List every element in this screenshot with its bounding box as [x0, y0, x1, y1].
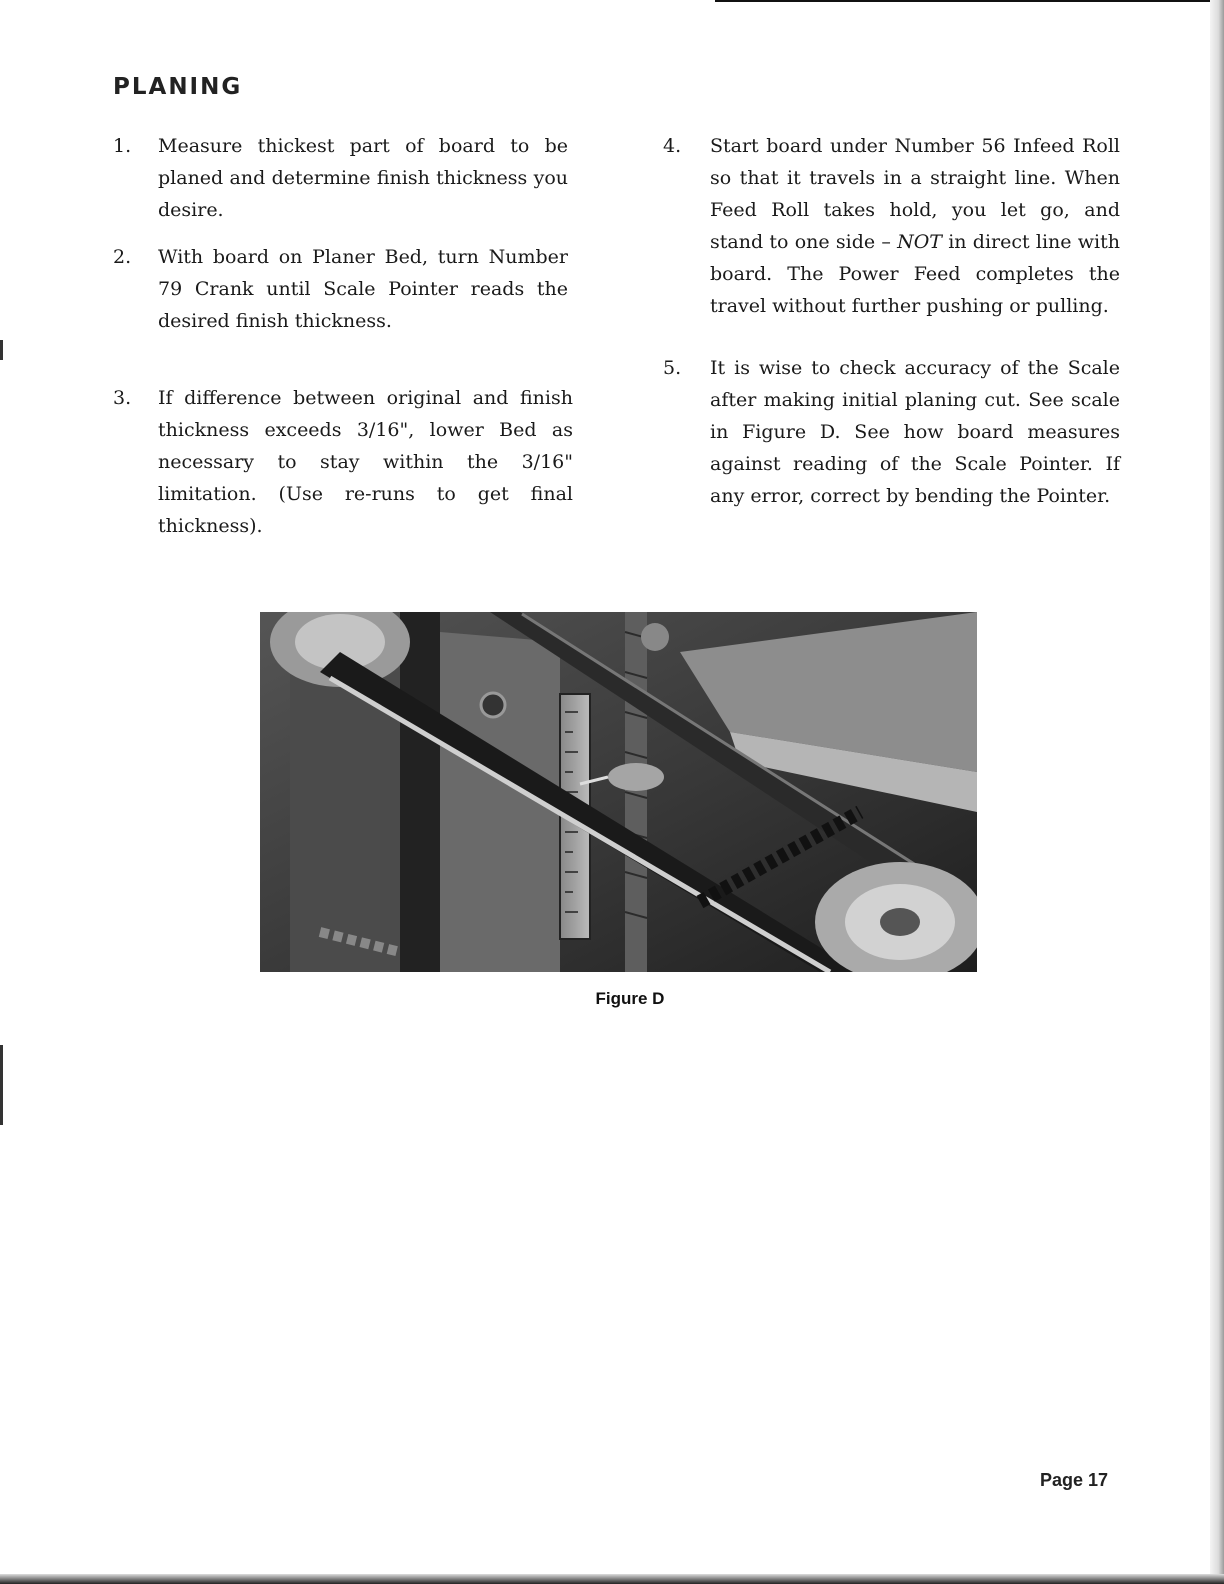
step-text: [710, 130, 1120, 322]
top-rule: [715, 0, 1210, 2]
top-nut: [641, 623, 669, 651]
step-text-part: in direct line with board. The Power Feed completes the travel without further pushing or pulling.: [710, 231, 1120, 317]
step-text: With board on Planer Bed, turn Number 79 Crank until Scale Pointer reads the desired finish thickness.: [158, 246, 568, 332]
bottom-edge-shadow: [0, 1574, 1224, 1584]
pulley-bore: [880, 908, 920, 936]
step-text-part: Start board under Number 56 Infeed Roll so that it travels in a straight line. When Feed Roll takes hold, you let go, and stand to one side –: [710, 135, 1120, 253]
step-number: 2.: [113, 246, 132, 268]
step-number: 3.: [113, 387, 132, 409]
page-number: Page 17: [1040, 1470, 1109, 1490]
step-number: 4.: [663, 135, 682, 157]
planer-scale-illustration: [260, 612, 977, 972]
pointer-collar: [608, 763, 664, 791]
belt-guard: [400, 612, 440, 972]
page-edge-shadow: [1210, 0, 1224, 1584]
step-number: 5.: [663, 357, 682, 379]
emphasis-text: NOT: [897, 231, 942, 253]
step-number: 1.: [113, 135, 132, 157]
step-text: It is wise to check accuracy of the Scale after making initial planing cut. See scale in Figure D. See how board measures against reading of the Scale Pointer. If any error, correct by bending the Pointer.: [710, 357, 1120, 507]
section-title: PLANING: [113, 74, 243, 100]
figure-caption: Figure D: [595, 989, 665, 1008]
scan-mark: [0, 340, 3, 360]
figure-d-photo: [260, 612, 977, 972]
scan-mark: [0, 1045, 3, 1125]
step-text: If difference between original and finish thickness exceeds 3/16", lower Bed as necessary to stay within the 3/16" limitation. (Use re-runs to get final thickness).: [158, 387, 573, 537]
step-text: Measure thickest part of board to be planed and determine finish thickness you desire.: [158, 135, 568, 221]
adjustment-knob: [481, 693, 505, 717]
